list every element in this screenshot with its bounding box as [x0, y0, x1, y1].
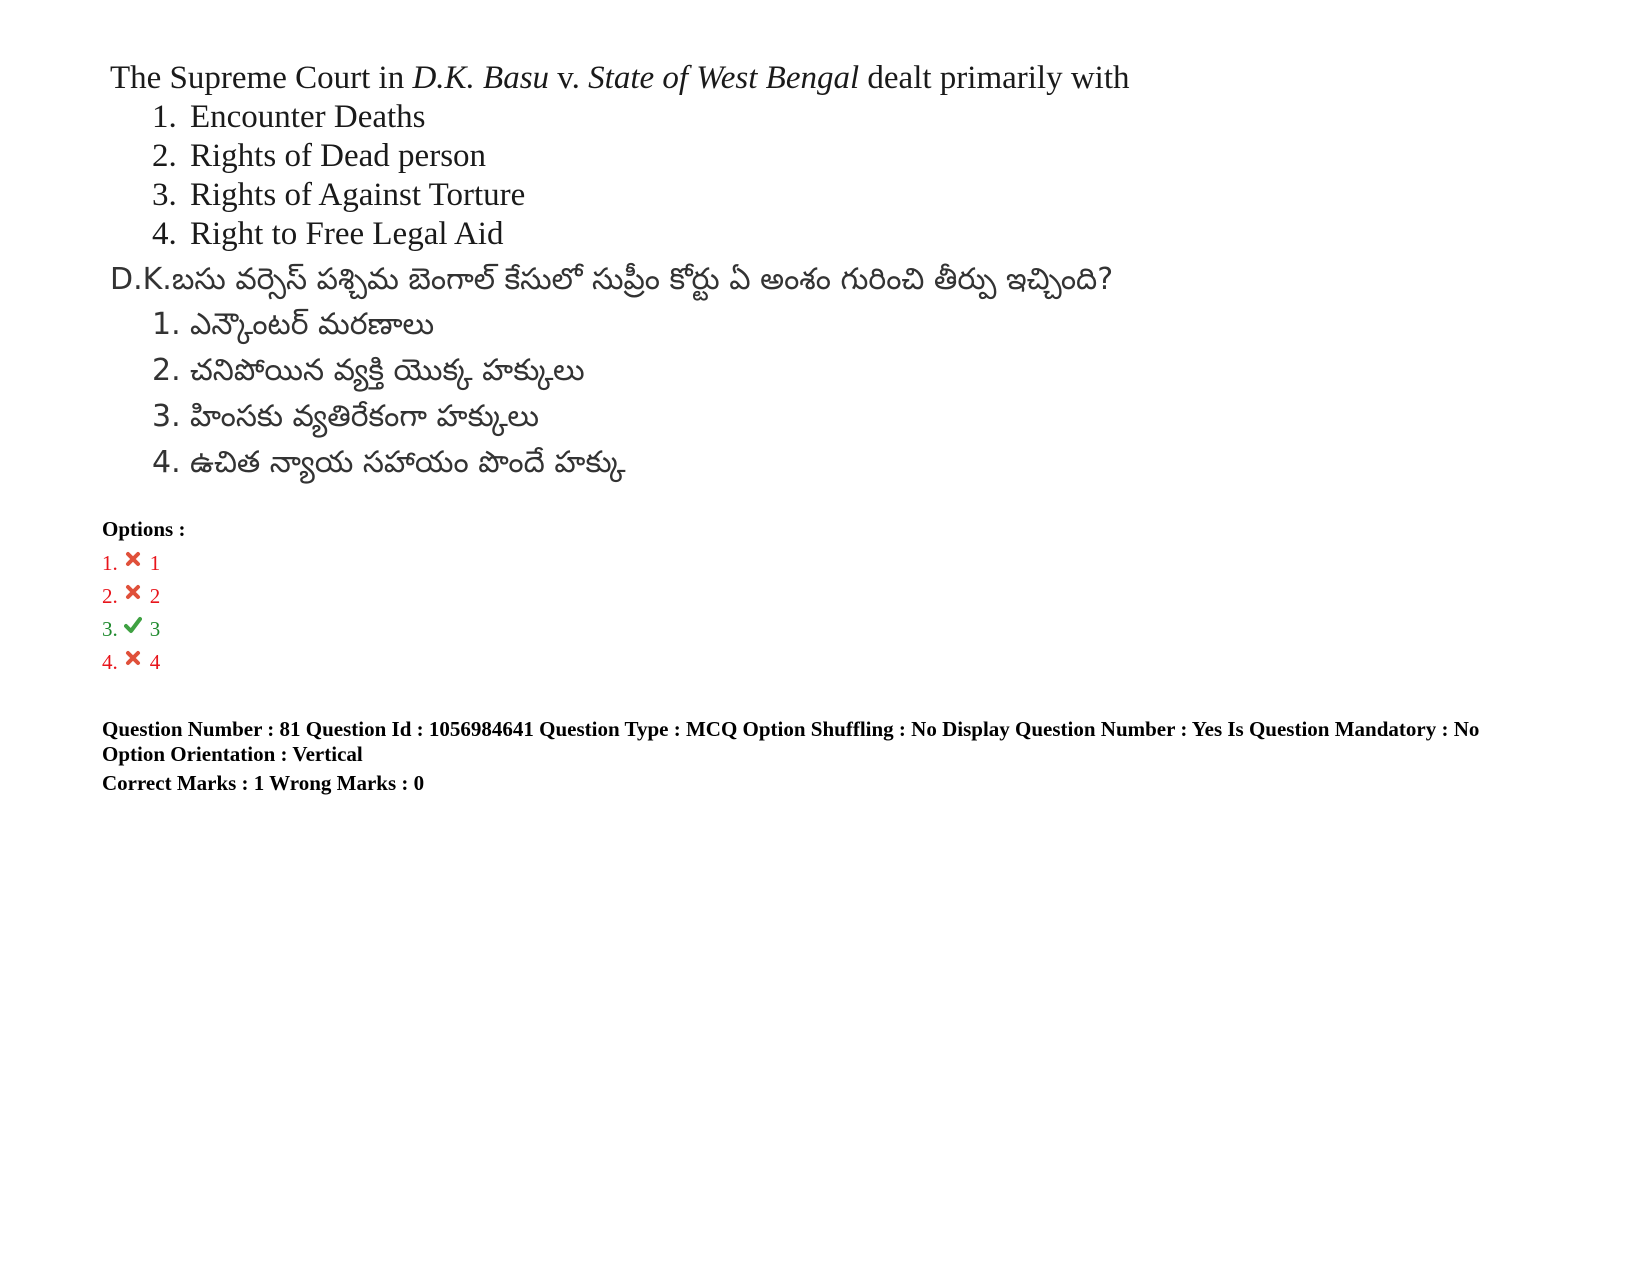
choice-english-1 [152, 98, 1530, 137]
question-title-english [110, 58, 1530, 98]
option-value: 4 [149, 650, 161, 674]
metadata-line-1: Question Number : 81 Question Id : 1056984641 Question Type : MCQ Option Shuffling : No Display Question Number : Yes Is Question Mandatory : No [102, 717, 1480, 741]
choice-text: Rights of Dead person [190, 138, 487, 174]
choice-english-4 [152, 215, 1530, 254]
choice-number: 3. [152, 399, 181, 434]
option-value: 2 [149, 584, 161, 608]
choice-text: Encounter Deaths [190, 99, 426, 135]
option-number: 4. [102, 650, 118, 674]
option-row-4 [102, 646, 185, 679]
question-choices-telugu [110, 302, 1530, 486]
case-name-2: State of West Bengal [588, 60, 860, 96]
option-number: 1. [102, 551, 118, 575]
choice-number: 1. [152, 99, 177, 135]
cross-icon [124, 583, 142, 601]
check-icon [124, 616, 142, 634]
question-image [110, 58, 1530, 486]
question-title-telugu: D.K.బసు వర్సెస్ పశ్చిమ బెంగాల్ కేసులో సుప్రీం కోర్టు ఏ అంశం గురించి తీర్పు ఇచ్చింది? [110, 262, 1114, 297]
option-value: 3 [149, 617, 161, 641]
option-number: 3. [102, 617, 118, 641]
marks-line: Correct Marks : 1 Wrong Marks : 0 [102, 771, 425, 795]
choice-number: 4. [152, 216, 177, 252]
metadata-line-2: Option Orientation : Vertical [102, 742, 363, 766]
option-row-3 [102, 613, 185, 646]
choice-telugu-1 [152, 302, 1530, 348]
choice-text: Rights of Against Torture [190, 177, 526, 213]
choice-text: ఎన్కౌంటర్ మరణాలు [190, 307, 435, 342]
choice-telugu-3 [152, 394, 1530, 440]
cross-icon [124, 550, 142, 568]
choice-number: 1. [152, 307, 181, 342]
question-choices-english [110, 98, 1530, 254]
option-number: 2. [102, 584, 118, 608]
choice-number: 2. [152, 353, 181, 388]
choice-number: 3. [152, 177, 177, 213]
option-row-2 [102, 580, 185, 613]
choice-text: ఉచిత న్యాయ సహాయం పొందే హక్కు [190, 445, 626, 480]
choice-telugu-2 [152, 348, 1530, 394]
option-row-1 [102, 547, 185, 580]
choice-text: Right to Free Legal Aid [190, 216, 504, 252]
option-value: 1 [149, 551, 161, 575]
choice-number: 2. [152, 138, 177, 174]
choice-english-2 [152, 137, 1530, 176]
question-metadata [102, 717, 1562, 796]
cross-icon [124, 649, 142, 667]
choice-english-3 [152, 176, 1530, 215]
case-name-1: D.K. Basu [412, 60, 550, 96]
options-list [102, 515, 185, 679]
choice-number: 4. [152, 445, 181, 480]
title-post: dealt primarily with [859, 60, 1130, 96]
title-pre: The Supreme Court in [110, 60, 413, 96]
choice-telugu-4 [152, 440, 1530, 486]
title-v: v. [549, 60, 589, 96]
choice-text: హింసకు వ్యతిరేకంగా హక్కులు [190, 399, 540, 434]
options-heading: Options : [102, 517, 186, 541]
choice-text: చనిపోయిన వ్యక్తి యొక్క హక్కులు [190, 353, 585, 388]
